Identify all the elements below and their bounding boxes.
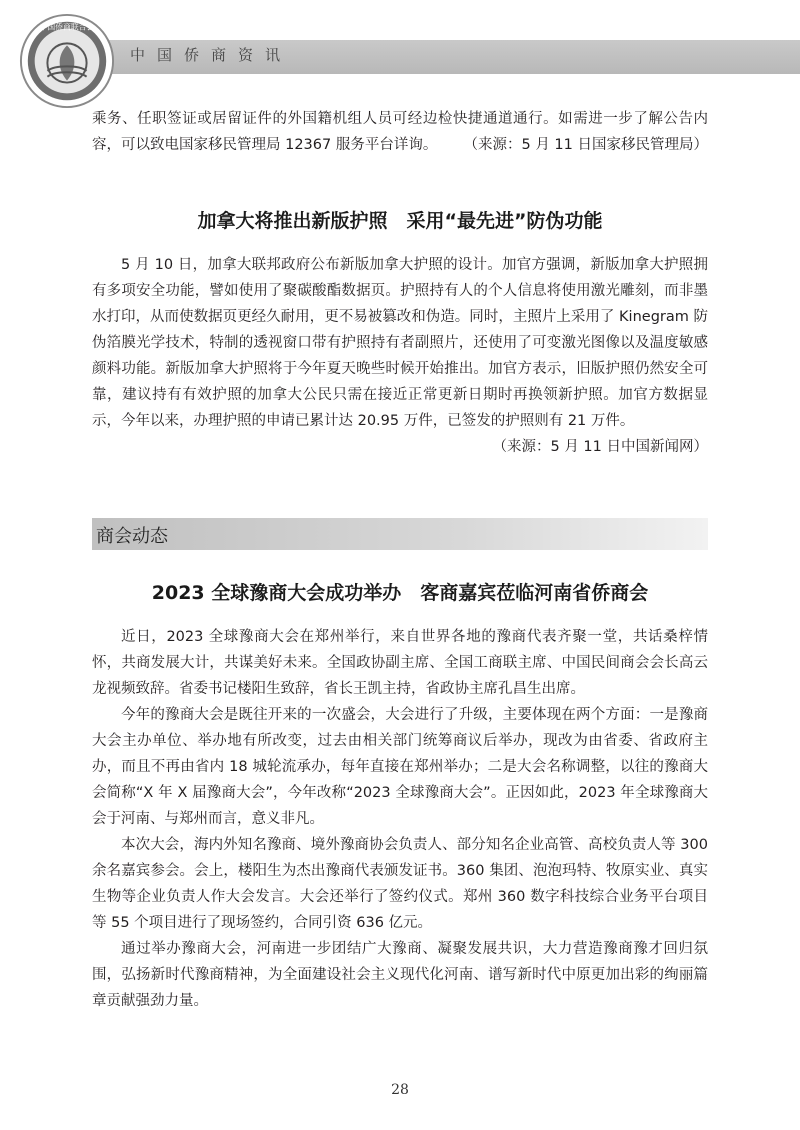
article-top-para	[92, 106, 708, 158]
passport-article-source: （来源：5 月 11 日中国新闻网）	[492, 439, 708, 455]
passport-article-para: 5 月 10 日，加拿大联邦政府公布新版加拿大护照的设计。加官方强调，新版加拿大护照拥有多项安全功能，譬如使用了聚碳酸酯数据页。护照持有人的个人信息将使用激光雕刻，而非墨水打印，从而使数据页更经久耐用，更不易被篡改和伪造。同时，主照片上采用了 Kinegram 防伪箔膜光学技术，特制的透视窗口带有护照持有者副照片，还使用了可变激光图像以及温度敏感颜料功能。新版加拿大护照将于今年夏天晚些时候开始推出。加官方表示，旧版护照仍然安全可靠，建议持有有效护照的加拿大公民只需在接近正常更新日期时再换领新护照。加官方数据显示，今年以来，办理护照的申请已累计达 20.95 万件，已签发的护照则有 21 万件。	[92, 257, 708, 429]
henan-article	[92, 624, 708, 1014]
chamber-logo	[18, 12, 116, 110]
henan-article-para-3: 本次大会，海内外知名豫商、境外豫商协会负责人、部分知名企业高管、高校负责人等 300 余名嘉宾参会。会上，楼阳生为杰出豫商代表颁发证书。360 集团、泡泡玛特、牧原实业、真实生物等企业负责人作大会发言。大会还举行了签约仪式。郑州 360 数字科技综合业务平台项目等 55 个项目进行了现场签约，合同引资 636 亿元。	[92, 837, 708, 931]
passport-article	[92, 252, 708, 460]
page-number: 28	[391, 1082, 409, 1098]
section-label: 商会动态	[96, 526, 168, 547]
henan-article-para-1: 近日，2023 全球豫商大会在郑州举行，来自世界各地的豫商代表齐聚一堂，共话桑梓情怀，共商发展大计，共谋美好未来。全国政协副主席、全国工商联主席、中国民间商会会长高云龙视频致辞。省委书记楼阳生致辞，省长王凯主持，省政协主席孔昌生出席。	[92, 629, 708, 697]
henan-article-title: 2023 全球豫商大会成功举办 客商嘉宾莅临河南省侨商会	[151, 582, 649, 604]
article-top	[92, 106, 708, 158]
henan-article-para-2: 今年的豫商大会是既往开来的一次盛会，大会进行了升级，主要体现在两个方面：一是豫商大会主办单位、举办地有所改变，过去由相关部门统筹商议后举办，现改为由省委、省政府主办，而且不再由省内 18 城轮流承办，每年直接在郑州举办；二是大会名称调整，以往的豫商大会简称“X 年 X 届豫商大会”，今年改称“2023 全球豫商大会”。正因如此，2023 年全球豫商大会于河南、与郑州而言，意义非凡。	[92, 707, 708, 827]
passport-article-title: 加拿大将推出新版护照 采用“最先进”防伪功能	[197, 210, 603, 232]
article-top-source: （来源：5 月 11 日国家移民管理局）	[463, 137, 708, 153]
header-title: 中国侨商资讯	[130, 46, 293, 64]
section-bar	[92, 518, 708, 550]
article-top-text: 乘务、任职签证或居留证件的外国籍机组人员可经边检快捷通道通行。如需进一步了解公告内容，可以致电国家移民管理局 12367 服务平台详询。	[92, 111, 708, 153]
henan-article-para-4: 通过举办豫商大会，河南进一步团结广大豫商、凝聚发展共识，大力营造豫商豫才回归氛围，弘扬新时代豫商精神，为全面建设社会主义现代化河南、谱写新时代中原更加出彩的绚丽篇章贡献强劲力量。	[92, 941, 708, 1009]
logo-text: 中国侨商联合会	[39, 22, 95, 32]
